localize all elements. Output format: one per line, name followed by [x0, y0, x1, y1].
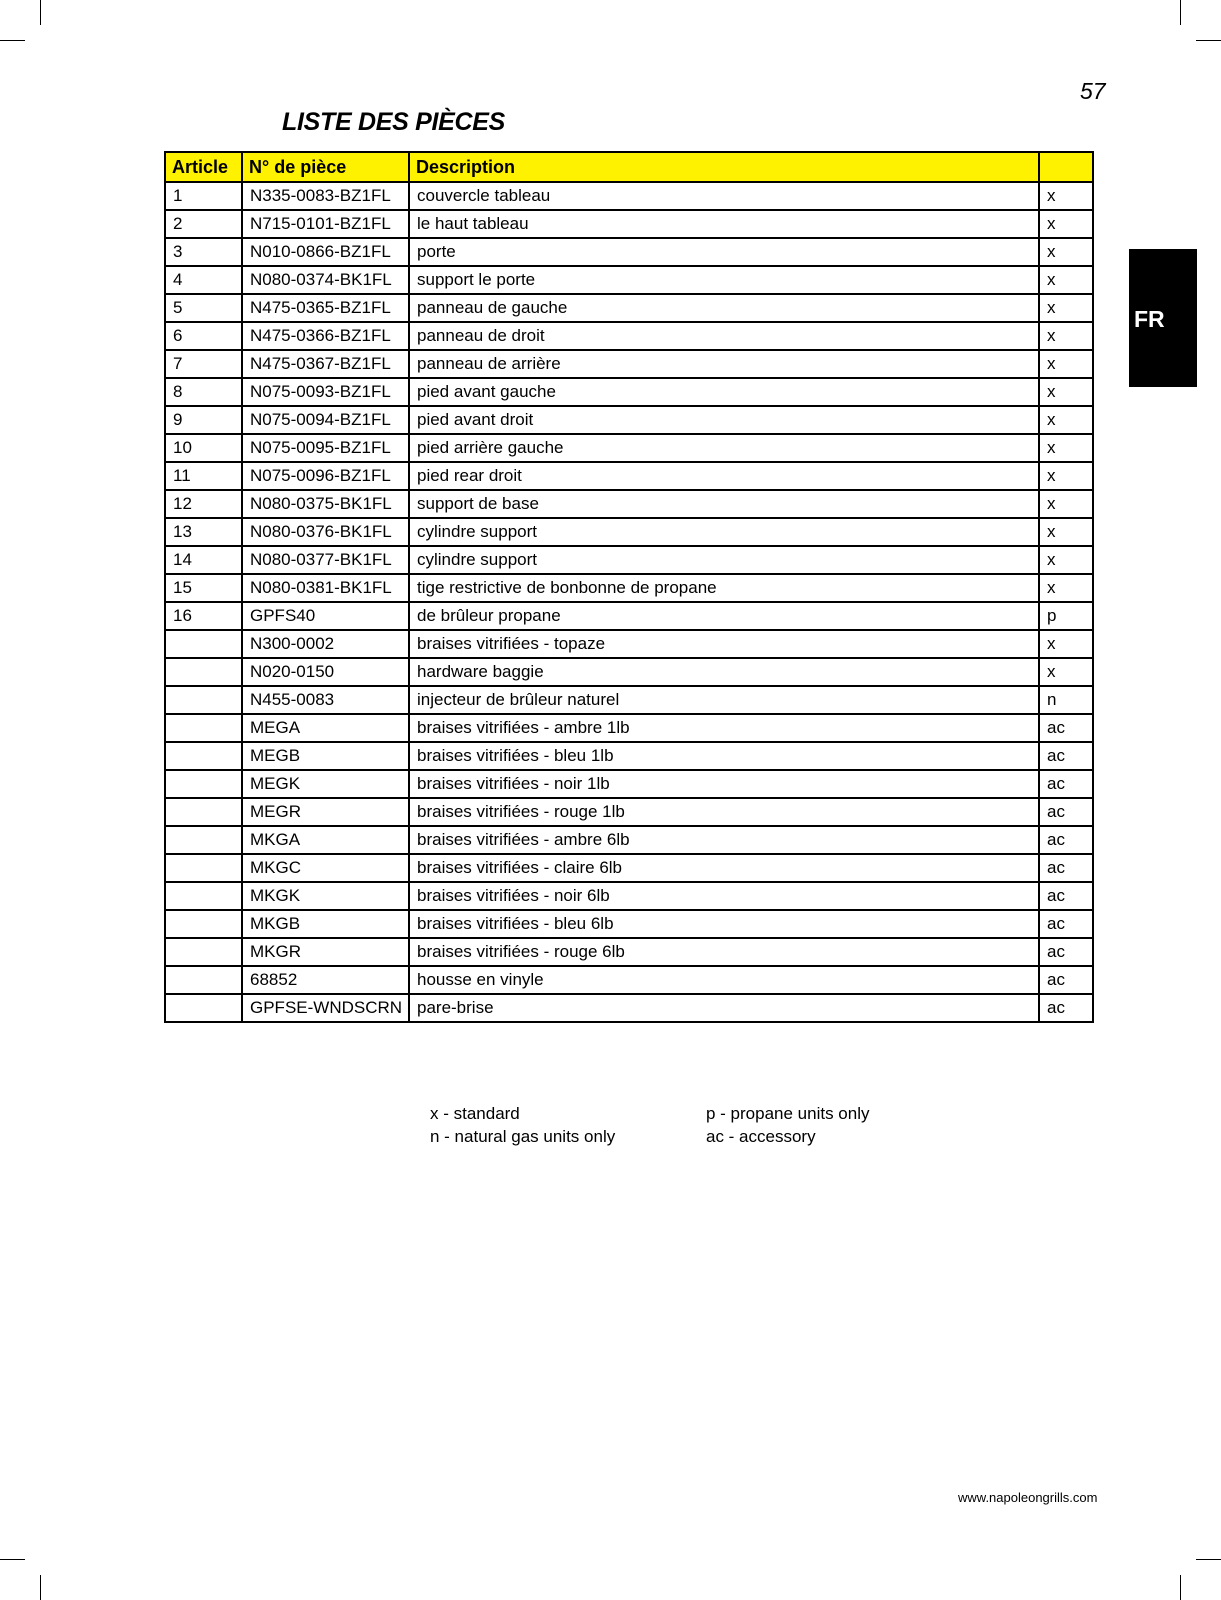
cell-article: 5 — [165, 294, 242, 322]
cell-description: cylindre support — [409, 546, 1039, 574]
cell-availability: ac — [1039, 770, 1093, 798]
legend-natural: n - natural gas units only — [430, 1127, 616, 1146]
cell-part-number: N475-0366-BZ1FL — [242, 322, 409, 350]
cell-description: couvercle tableau — [409, 182, 1039, 210]
cell-description: de brûleur propane — [409, 602, 1039, 630]
cell-part-number: MKGC — [242, 854, 409, 882]
cell-part-number: N475-0367-BZ1FL — [242, 350, 409, 378]
cell-availability: ac — [1039, 798, 1093, 826]
cell-description: braises vitrifiées - bleu 1lb — [409, 742, 1039, 770]
header-description: Description — [409, 152, 1039, 182]
cell-part-number: N080-0377-BK1FL — [242, 546, 409, 574]
table-row — [165, 658, 1093, 686]
cell-description: pare-brise — [409, 994, 1039, 1022]
cell-availability: x — [1039, 266, 1093, 294]
legend-standard: x - standard — [430, 1104, 520, 1123]
cell-part-number: MEGK — [242, 770, 409, 798]
page-title: LISTE DES PIÈCES — [282, 108, 506, 136]
cell-description: housse en vinyle — [409, 966, 1039, 994]
cell-availability: p — [1039, 602, 1093, 630]
cell-availability: ac — [1039, 882, 1093, 910]
cell-description: porte — [409, 238, 1039, 266]
cell-availability: x — [1039, 322, 1093, 350]
cell-availability: ac — [1039, 966, 1093, 994]
cell-article: 7 — [165, 350, 242, 378]
cell-availability: x — [1039, 378, 1093, 406]
cell-part-number: N335-0083-BZ1FL — [242, 182, 409, 210]
table-row — [165, 882, 1093, 910]
cell-part-number: N715-0101-BZ1FL — [242, 210, 409, 238]
crop-mark — [1180, 1575, 1181, 1600]
table-row — [165, 434, 1093, 462]
cell-article — [165, 994, 242, 1022]
cell-article — [165, 798, 242, 826]
cell-part-number: N080-0375-BK1FL — [242, 490, 409, 518]
cell-availability: ac — [1039, 854, 1093, 882]
cell-availability: ac — [1039, 910, 1093, 938]
cell-availability: x — [1039, 574, 1093, 602]
table-row — [165, 210, 1093, 238]
cell-article — [165, 854, 242, 882]
crop-mark — [40, 1575, 41, 1600]
table-row — [165, 938, 1093, 966]
table-row — [165, 294, 1093, 322]
header-availability — [1039, 152, 1093, 182]
header-article: Article — [165, 152, 242, 182]
cell-article — [165, 714, 242, 742]
cell-availability: x — [1039, 238, 1093, 266]
table-row — [165, 238, 1093, 266]
cell-availability: ac — [1039, 826, 1093, 854]
cell-description: injecteur de brûleur naturel — [409, 686, 1039, 714]
table-row — [165, 966, 1093, 994]
crop-mark — [1180, 0, 1181, 25]
table-row — [165, 602, 1093, 630]
cell-availability: ac — [1039, 994, 1093, 1022]
cell-description: braises vitrifiées - bleu 6lb — [409, 910, 1039, 938]
cell-description: pied avant gauche — [409, 378, 1039, 406]
table-row — [165, 490, 1093, 518]
cell-article: 3 — [165, 238, 242, 266]
cell-description: pied arrière gauche — [409, 434, 1039, 462]
cell-article: 4 — [165, 266, 242, 294]
cell-part-number: N020-0150 — [242, 658, 409, 686]
cell-availability: x — [1039, 462, 1093, 490]
table-row — [165, 742, 1093, 770]
cell-description: pied avant droit — [409, 406, 1039, 434]
cell-availability: x — [1039, 294, 1093, 322]
table-row — [165, 322, 1093, 350]
cell-article: 1 — [165, 182, 242, 210]
cell-part-number: MEGA — [242, 714, 409, 742]
table-row — [165, 686, 1093, 714]
cell-description: hardware baggie — [409, 658, 1039, 686]
cell-part-number: N010-0866-BZ1FL — [242, 238, 409, 266]
cell-article: 14 — [165, 546, 242, 574]
table-row — [165, 826, 1093, 854]
legend-accessory: ac - accessory — [706, 1127, 816, 1146]
cell-part-number: N475-0365-BZ1FL — [242, 294, 409, 322]
cell-description: panneau de gauche — [409, 294, 1039, 322]
table-row — [165, 546, 1093, 574]
cell-article — [165, 630, 242, 658]
table-row — [165, 406, 1093, 434]
parts-table — [164, 151, 1094, 1023]
cell-article: 8 — [165, 378, 242, 406]
table-row — [165, 574, 1093, 602]
cell-description: pied rear droit — [409, 462, 1039, 490]
cell-part-number: N075-0093-BZ1FL — [242, 378, 409, 406]
cell-part-number: N075-0094-BZ1FL — [242, 406, 409, 434]
table-header-row — [165, 152, 1093, 182]
cell-description: braises vitrifiées - ambre 1lb — [409, 714, 1039, 742]
cell-availability: x — [1039, 658, 1093, 686]
cell-availability: ac — [1039, 742, 1093, 770]
cell-article — [165, 658, 242, 686]
header-part-number: N° de pièce — [242, 152, 409, 182]
cell-availability: x — [1039, 546, 1093, 574]
cell-availability: x — [1039, 490, 1093, 518]
cell-article — [165, 742, 242, 770]
cell-availability: ac — [1039, 938, 1093, 966]
cell-part-number: N300-0002 — [242, 630, 409, 658]
cell-part-number: GPFSE-WNDSCRN — [242, 994, 409, 1022]
table-row — [165, 266, 1093, 294]
cell-description: braises vitrifiées - ambre 6lb — [409, 826, 1039, 854]
cell-article: 6 — [165, 322, 242, 350]
language-tab — [1129, 249, 1197, 387]
cell-article — [165, 966, 242, 994]
cell-article: 16 — [165, 602, 242, 630]
parts-table-body — [165, 182, 1093, 1022]
table-row — [165, 770, 1093, 798]
cell-part-number: MEGR — [242, 798, 409, 826]
page-number: 57 — [1080, 78, 1106, 104]
table-row — [165, 462, 1093, 490]
table-row — [165, 630, 1093, 658]
table-row — [165, 714, 1093, 742]
cell-availability: x — [1039, 434, 1093, 462]
table-row — [165, 910, 1093, 938]
table-row — [165, 518, 1093, 546]
crop-mark — [0, 1559, 25, 1560]
cell-availability: x — [1039, 182, 1093, 210]
cell-article — [165, 826, 242, 854]
cell-description: panneau de droit — [409, 322, 1039, 350]
cell-description: cylindre support — [409, 518, 1039, 546]
cell-availability: x — [1039, 210, 1093, 238]
cell-article: 15 — [165, 574, 242, 602]
cell-availability: ac — [1039, 714, 1093, 742]
cell-part-number: MKGK — [242, 882, 409, 910]
table-row — [165, 350, 1093, 378]
cell-part-number: N075-0096-BZ1FL — [242, 462, 409, 490]
cell-description: braises vitrifiées - rouge 6lb — [409, 938, 1039, 966]
cell-part-number: MEGB — [242, 742, 409, 770]
cell-article: 9 — [165, 406, 242, 434]
cell-part-number: GPFS40 — [242, 602, 409, 630]
cell-availability: x — [1039, 406, 1093, 434]
cell-part-number: N080-0381-BK1FL — [242, 574, 409, 602]
cell-article: 2 — [165, 210, 242, 238]
cell-availability: n — [1039, 686, 1093, 714]
cell-article — [165, 882, 242, 910]
cell-part-number: MKGR — [242, 938, 409, 966]
table-row — [165, 798, 1093, 826]
cell-part-number: N080-0374-BK1FL — [242, 266, 409, 294]
cell-article — [165, 770, 242, 798]
cell-description: braises vitrifiées - claire 6lb — [409, 854, 1039, 882]
table-row — [165, 994, 1093, 1022]
crop-mark — [1196, 1559, 1221, 1560]
cell-description: le haut tableau — [409, 210, 1039, 238]
footer-url: www.napoleongrills.com — [958, 1490, 1098, 1505]
table-row — [165, 182, 1093, 210]
cell-availability: x — [1039, 350, 1093, 378]
legend-propane: p - propane units only — [706, 1104, 870, 1123]
cell-description: tige restrictive de bonbonne de propane — [409, 574, 1039, 602]
cell-part-number: 68852 — [242, 966, 409, 994]
cell-article — [165, 938, 242, 966]
crop-mark — [1196, 40, 1221, 41]
cell-description: braises vitrifiées - noir 6lb — [409, 882, 1039, 910]
cell-part-number: MKGA — [242, 826, 409, 854]
cell-description: braises vitrifiées - noir 1lb — [409, 770, 1039, 798]
cell-description: panneau de arrière — [409, 350, 1039, 378]
cell-article: 12 — [165, 490, 242, 518]
table-row — [165, 854, 1093, 882]
crop-mark — [40, 0, 41, 25]
cell-availability: x — [1039, 630, 1093, 658]
crop-mark — [0, 40, 25, 41]
cell-article: 10 — [165, 434, 242, 462]
table-row — [165, 378, 1093, 406]
cell-description: support le porte — [409, 266, 1039, 294]
cell-article — [165, 686, 242, 714]
cell-article — [165, 910, 242, 938]
cell-description: braises vitrifiées - rouge 1lb — [409, 798, 1039, 826]
cell-part-number: MKGB — [242, 910, 409, 938]
language-tab-label: FR — [1134, 306, 1165, 332]
cell-part-number: N075-0095-BZ1FL — [242, 434, 409, 462]
cell-part-number: N455-0083 — [242, 686, 409, 714]
cell-availability: x — [1039, 518, 1093, 546]
cell-article: 13 — [165, 518, 242, 546]
cell-description: braises vitrifiées - topaze — [409, 630, 1039, 658]
cell-article: 11 — [165, 462, 242, 490]
cell-description: support de base — [409, 490, 1039, 518]
cell-part-number: N080-0376-BK1FL — [242, 518, 409, 546]
